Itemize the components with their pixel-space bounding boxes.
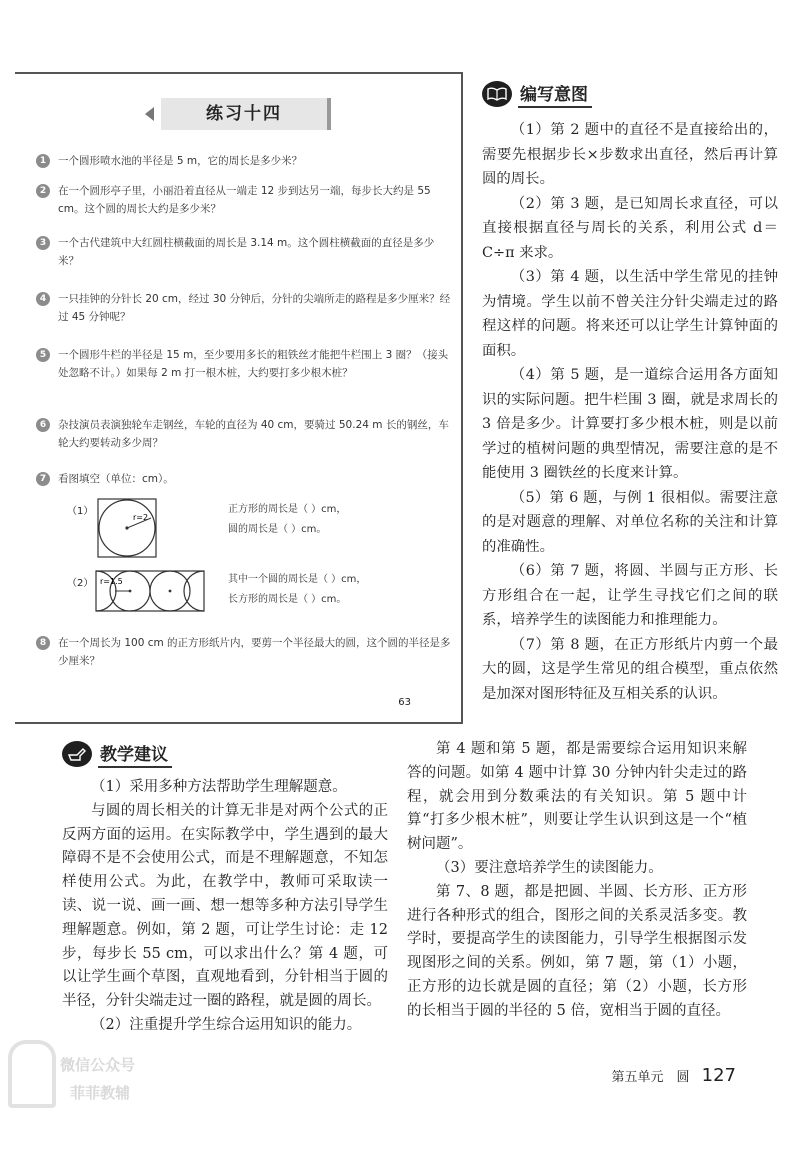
fill-blank-line: 正方形的周长是（ ）cm， xyxy=(228,504,347,515)
center-dot xyxy=(169,590,172,593)
exercise-number-badge: 1 xyxy=(36,154,50,168)
exercise-item xyxy=(40,634,455,670)
intent-paragraph: （7）第 8 题，在正方形纸片内剪一个最大的圆，这是学生常见的组合模型，重点依然是加深对图形特征及互相关系的认识。 xyxy=(482,636,778,702)
exercise-number-badge: 8 xyxy=(36,636,50,650)
textbook-page-number: 63 xyxy=(398,697,411,708)
exercise-text: 杂技演员表演独轮车走钢丝，车轮的直径为 40 cm，要骑过 50.24 m 长的钢丝，车轮大约要转动多少周？ xyxy=(58,419,449,449)
intent-paragraph: （6）第 7 题，将圆、半圆与正方形、长方形组合在一起，让学生寻找它们之间的联系，培养学生的读图能力和推理能力。 xyxy=(482,563,778,628)
exercise-item xyxy=(40,470,455,488)
figure-1-questions xyxy=(228,500,346,540)
exercise-item xyxy=(40,290,455,326)
exercise-item xyxy=(40,234,455,270)
suggestions-heading: 教学建议 xyxy=(98,740,172,768)
exercise-number-badge: 2 xyxy=(36,184,50,198)
intent-paragraph: （3）第 4 题，以生活中学生常见的挂钟为情境。学生以前不曾关注分针尖端走过的路程这样的问题。将来还可以让学生计算钟面的面积。 xyxy=(482,269,778,359)
intent-header xyxy=(482,80,592,108)
pointing-hand-glyph xyxy=(67,746,87,762)
intent-text xyxy=(482,118,778,706)
exercise-item xyxy=(40,416,455,452)
exercise-text: 一个圆形喷水池的半径是 5 m，它的周长是多少米？ xyxy=(58,155,303,167)
fill-blank-line: 长方形的周长是（ ）cm。 xyxy=(228,594,347,605)
intent-paragraph: （2）第 3 题，是已知周长求直径，可以直接根据直径与周长的关系，利用公式 d＝C÷π 来求。 xyxy=(482,195,778,261)
page-footer xyxy=(611,1065,736,1086)
watermark-line-1: 微信公众号 xyxy=(60,1056,136,1074)
page-number: 127 xyxy=(701,1065,736,1086)
pointing-hand-icon xyxy=(62,741,92,767)
exercise-text: 看图填空（单位：cm）。 xyxy=(58,473,174,485)
watermark xyxy=(0,1020,160,1120)
suggestions-left-column xyxy=(62,776,388,1038)
center-dot xyxy=(129,590,132,593)
radius-label: r=1.5 xyxy=(100,577,123,586)
triangle-marker-icon xyxy=(145,107,154,121)
circles-in-rectangle-figure xyxy=(95,570,205,612)
exercise-item xyxy=(40,182,455,218)
figure-2-questions xyxy=(228,570,366,610)
exercise-title-banner xyxy=(145,98,335,132)
watermark-line-2: 菲菲教辅 xyxy=(70,1084,131,1102)
exercise-text: 一个古代建筑中大红圆柱横截面的周长是 3.14 m。这个圆柱横截面的直径是多少米？ xyxy=(58,237,435,267)
exercise-number-badge: 4 xyxy=(36,292,50,306)
textbook-page xyxy=(15,72,463,724)
exercise-text: 一只挂钟的分针长 20 cm，经过 30 分钟后，分针的尖端所走的路程是多少厘米？经过 45 分钟呢？ xyxy=(58,293,451,323)
suggestion-paragraph: （1）采用多种方法帮助学生理解题意。 xyxy=(91,779,347,795)
half-circle-right xyxy=(184,571,204,611)
suggestion-paragraph: 第 4 题和第 5 题，都是需要综合运用知识来解答的问题。如第 4 题中计算 30 分钟内针尖走过的路程，就会用到分数乘法的有关知识。第 5 题中计算“打多少根木桩”，则要让学生认识到这是一个“植树问题”。 xyxy=(407,741,747,853)
exercise-item xyxy=(40,346,455,382)
figure-1-label: （1） xyxy=(67,506,94,517)
suggestion-paragraph: （3）要注意培养学生的读图能力。 xyxy=(436,859,663,876)
intent-paragraph: （4）第 5 题，是一道综合运用各方面知识的实际问题。把牛栏围 3 圈，就是求周长的 3 倍是多少。计算要打多少根木桩，则是以前学过的植树问题的典型情况，需要注意的是不能使用 3 圈铁丝的长度来计算。 xyxy=(482,367,778,481)
suggestion-paragraph: 第 7、8 题，都是把圆、半圆、长方形、正方形进行各种形式的组合，图形之间的关系灵活多变。教学时，要提高学生的读图能力，引导学生根据图示发现图形之间的关系。例如，第 7 题，第（1）小题，正方形的边长就是圆的直径；第（2）小题，长方形的长相当于圆的半径的 5 倍，宽相当于圆的直径。 xyxy=(407,883,747,1019)
intent-heading: 编写意图 xyxy=(518,80,592,108)
exercise-item xyxy=(40,152,455,170)
figure-2-label: （2） xyxy=(67,578,94,589)
exercise-text: 一个圆形牛栏的半径是 15 m，至少要用多长的粗铁丝才能把牛栏围上 3 圈？（接头处忽略不计。）如果每 2 m 打一根木桩，大约要打多少根木桩？ xyxy=(58,349,449,379)
exercise-text: 在一个周长为 100 cm 的正方形纸片内，要剪一个半径最大的圆，这个圆的半径是多少厘米？ xyxy=(58,637,451,667)
intent-paragraph: （1）第 2 题中的直径不是直接给出的，需要先根据步长×步数求出直径，然后再计算圆的周长。 xyxy=(482,122,778,187)
exercise-number-badge: 3 xyxy=(36,236,50,250)
exercise-number-badge: 5 xyxy=(36,348,50,362)
suggestion-paragraph: （2）注重提升学生综合运用知识的能力。 xyxy=(91,1016,362,1033)
suggestions-header xyxy=(62,740,172,768)
open-book-glyph xyxy=(487,87,507,101)
suggestion-paragraph: 与圆的周长相关的计算无非是对两个公式的正反两方面的运用。在实际教学中，学生遇到的最大障碍不是不会使用公式，而是不理解题意，不知怎样使用公式。为此，在教学中，教师可采取读一读、说一说、画一画、想一想等多种方法引导学生理解题意。例如，第 2 题，可让学生讨论：走 12 步，每步长 55 cm，可以求出什么？第 4 题，可以让学生画个草图，直观地看到，分针相当于圆的半径，分针尖端走过一圈的路程，就是圆的周长。 xyxy=(62,802,388,1010)
suggestions-right-column xyxy=(407,738,747,1024)
exercise-number-badge: 7 xyxy=(36,472,50,486)
radius-label: r=2 xyxy=(133,513,149,522)
unit-label: 第五单元 圆 xyxy=(611,1070,690,1085)
watermark-logo-icon xyxy=(8,1040,56,1108)
exercise-text: 在一个圆形亭子里，小丽沿着直径从一端走 12 步到达另一端，每步长大约是 55 cm。这个圆的周长大约是多少米？ xyxy=(58,185,431,215)
exercise-number-badge: 6 xyxy=(36,418,50,432)
open-book-icon xyxy=(482,81,512,107)
center-dot xyxy=(125,526,128,529)
fill-blank-line: 其中一个圆的周长是（ ）cm， xyxy=(228,574,367,585)
exercise-title: 练习十四 xyxy=(161,98,331,130)
intent-paragraph: （5）第 6 题，与例 1 很相似。需要注意的是对题意的理解、对单位名称的关注和计算的准确性。 xyxy=(482,489,778,555)
circle-in-square-figure xyxy=(97,498,157,558)
fill-blank-line: 圆的周长是（ ）cm。 xyxy=(228,524,327,535)
